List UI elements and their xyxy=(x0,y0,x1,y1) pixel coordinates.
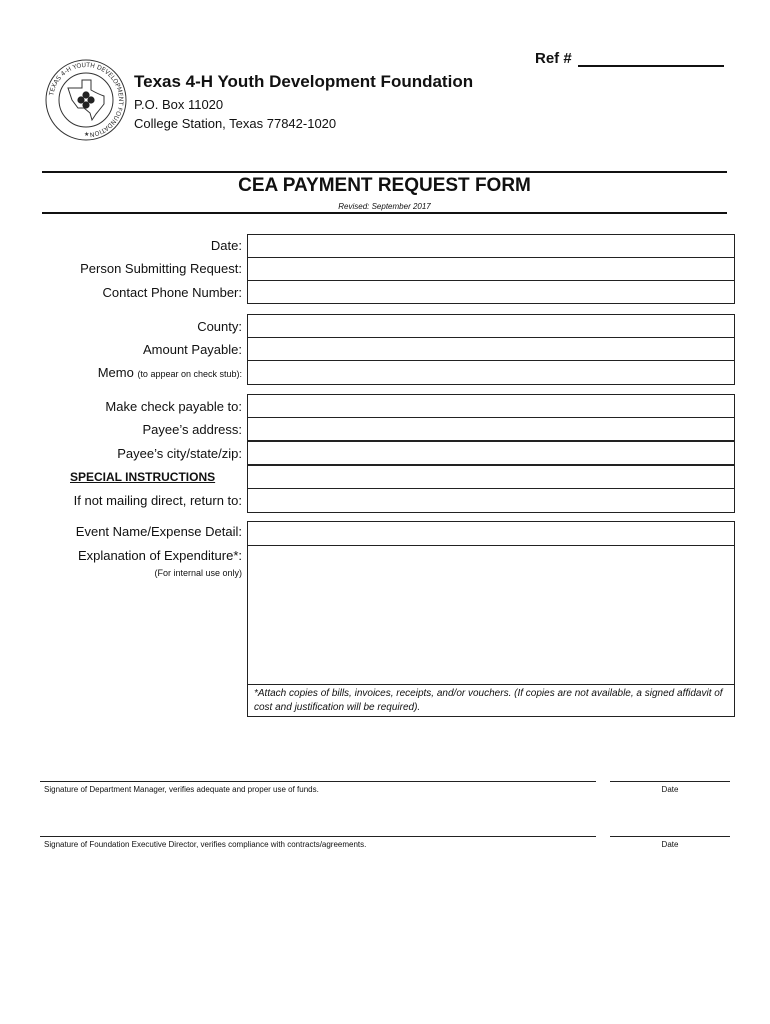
director-signature-line[interactable] xyxy=(40,836,596,837)
director-date-label: Date xyxy=(661,840,679,849)
payable-label: Make check payable to: xyxy=(105,399,242,414)
manager-signature-line[interactable] xyxy=(40,781,596,782)
date-field[interactable] xyxy=(247,234,735,258)
director-date-line[interactable] xyxy=(610,836,730,837)
organization-name: Texas 4-H Youth Development Foundation xyxy=(134,72,474,91)
county-field[interactable] xyxy=(247,314,735,338)
special-instructions-heading: SPECIAL INSTRUCTIONS xyxy=(70,470,216,484)
payable-field[interactable] xyxy=(247,394,735,418)
ref-number-field[interactable] xyxy=(578,65,724,67)
attach-copies-note: *Attach copies of bills, invoices, receipts, and/or vouchers. (If copies are not available, a signed affidavit of cost and justification will be required). xyxy=(254,688,723,713)
title-rule-bottom xyxy=(42,212,727,214)
phone-label: Contact Phone Number: xyxy=(102,285,242,300)
address-po-box: P.O. Box 11020 xyxy=(134,97,224,112)
payee-city-field[interactable] xyxy=(247,441,735,465)
memo-label-text: Memo xyxy=(97,365,134,380)
form-title: CEA PAYMENT REQUEST FORM xyxy=(238,175,531,196)
explanation-divider xyxy=(247,684,735,685)
amount-field[interactable] xyxy=(247,337,735,361)
svg-text:★: ★ xyxy=(84,132,90,138)
manager-signature-caption: Signature of Department Manager, verifies adequate and proper use of funds. xyxy=(44,785,319,794)
memo-label xyxy=(98,365,242,380)
date-label: Date: xyxy=(210,238,242,253)
internal-use-note: (For internal use only) xyxy=(154,568,242,578)
revised-date: Revised: September 2017 xyxy=(338,202,431,211)
foundation-seal-logo xyxy=(44,58,128,142)
person-field[interactable] xyxy=(247,257,735,281)
manager-date-label: Date xyxy=(661,785,679,794)
county-label: County: xyxy=(197,319,242,334)
person-label: Person Submitting Request: xyxy=(80,261,242,276)
amount-label: Amount Payable: xyxy=(142,342,242,357)
payee-city-label: Payee’s city/state/zip: xyxy=(117,446,242,461)
address-city: College Station, Texas 77842-1020 xyxy=(134,116,337,131)
manager-date-line[interactable] xyxy=(610,781,730,782)
memo-hint: (to appear on check stub): xyxy=(137,369,242,379)
return-to-label: If not mailing direct, return to: xyxy=(73,493,242,508)
event-field[interactable] xyxy=(247,521,735,546)
payee-address-label: Payee’s address: xyxy=(142,422,242,437)
return-to-field[interactable] xyxy=(247,488,735,513)
memo-field[interactable] xyxy=(247,360,735,385)
seal-text: TEXAS 4-H YOUTH DEVELOPMENT FOUNDATION xyxy=(48,61,125,138)
explanation-label: Explanation of Expenditure*: xyxy=(77,548,242,563)
phone-field[interactable] xyxy=(247,280,735,304)
title-rule-top xyxy=(42,171,727,173)
director-signature-caption: Signature of Foundation Executive Director, verifies compliance with contracts/agreements. xyxy=(44,840,367,849)
payee-address-field[interactable] xyxy=(247,417,735,441)
event-label: Event Name/Expense Detail: xyxy=(75,524,242,539)
ref-number-label: Ref # xyxy=(535,50,572,67)
special-instructions-field[interactable] xyxy=(247,465,735,489)
